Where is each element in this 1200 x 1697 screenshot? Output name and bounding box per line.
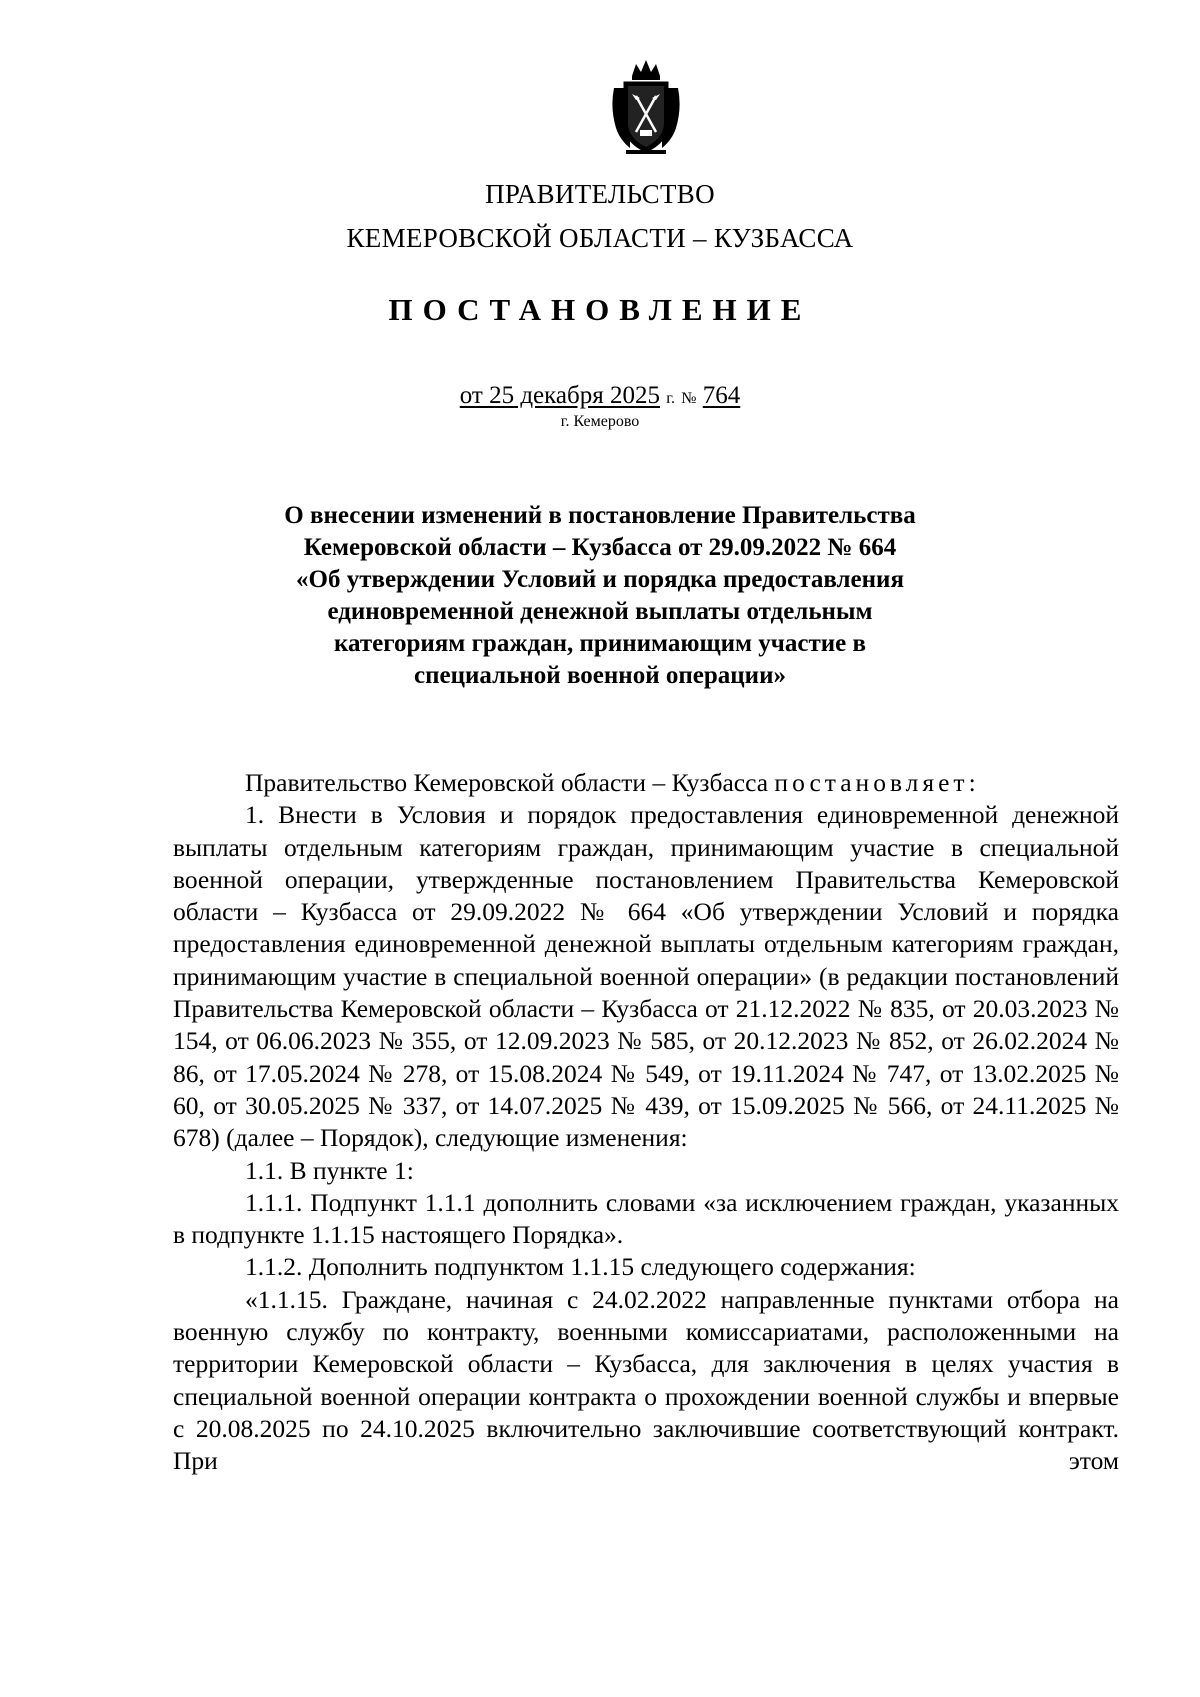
paragraph-1-1-2: 1.1.2. Дополнить подпунктом 1.1.15 следующего содержания: <box>245 1252 916 1282</box>
document-title <box>240 500 960 692</box>
title-line: категориям граждан, принимающим участие в <box>333 630 867 657</box>
government-name-line-1: ПРАВИТЕЛЬСТВО <box>485 179 715 209</box>
title-line: специальной военной операции» <box>414 662 786 689</box>
title-line: О внесении изменений в постановление Правительства <box>284 502 916 529</box>
coat-of-arms-emblem <box>608 58 684 156</box>
document-body <box>173 767 1119 1478</box>
number-sign: № <box>681 390 697 407</box>
document-type-heading: ПОСТАНОВЛЕНИЕ <box>388 292 812 327</box>
paragraph-1-1-15: «1.1.15. Граждане, начиная с 24.02.2022 направленные пунктами отбора на военную службу по контракту, военными комиссариатами, расположенными на территории Кемеровской области – Кузбасса, для заключения в целях участия в специальной военной операции контракта о прохождении военной службы и впервые с 20.08.2025 по 24.10.2025 включительно заключившие соответствующий контракт. При этом <box>173 1284 1119 1476</box>
title-line: единовременной денежной выплаты отдельным <box>327 598 873 625</box>
preamble <box>173 767 1119 799</box>
paragraph-1-1-1: 1.1.1. Подпункт 1.1.1 дополнить словами «за исключением граждан, указанных в подпункте 1.1.15 настоящего Порядка». <box>173 1187 1119 1250</box>
paragraph-1-1: 1.1. В пункте 1: <box>245 1155 414 1185</box>
title-line: «Об утверждении Условий и порядка предоставления <box>296 566 904 593</box>
city-name: г. Кемерово <box>560 413 640 430</box>
title-line: Кемеровской области – Кузбасса от 29.09.2022 № 664 <box>303 534 897 561</box>
paragraph-1: 1. Внести в Условия и порядок предоставления единовременной денежной выплаты отдельным категориям граждан, принимающим участие в специальной военной операции, утвержденные постановлением Правительства Кемеровской области – Кузбасса от 29.09.2022 № 664 «Об утверждении Условий и порядка предоставления единовременной денежной выплаты отдельным категориям граждан, принимающим участие в специальной военной операции» (в редакции постановлений Правительства Кемеровской области – Кузбасса от 21.12.2022 № 835, от 20.03.2023 № 154, от 06.06.2023 № 355, от 12.09.2023 № 585, от 20.12.2023 № 852, от 26.02.2024 № 86, от 17.05.2024 № 278, от 15.08.2024 № 549, от 19.11.2024 № 747, от 13.02.2025 № 60, от 30.05.2025 № 337, от 14.07.2025 № 439, от 15.09.2025 № 566, от 24.11.2025 № 678) (далее – Порядок), следующие изменения: <box>173 800 1119 1153</box>
preamble-start: Правительство Кемеровской области – Кузбасса <box>245 768 775 797</box>
preamble-end: : <box>968 768 976 797</box>
preamble-keyword: постановляет <box>774 768 969 797</box>
government-name-line-2: КЕМЕРОВСКОЙ ОБЛАСТИ – КУЗБАССА <box>346 223 854 253</box>
document-date: от 25 декабря 2025 <box>459 382 660 409</box>
year-suffix: г. <box>666 390 675 407</box>
document-number: 764 <box>702 382 741 409</box>
date-number-row <box>0 380 1200 415</box>
